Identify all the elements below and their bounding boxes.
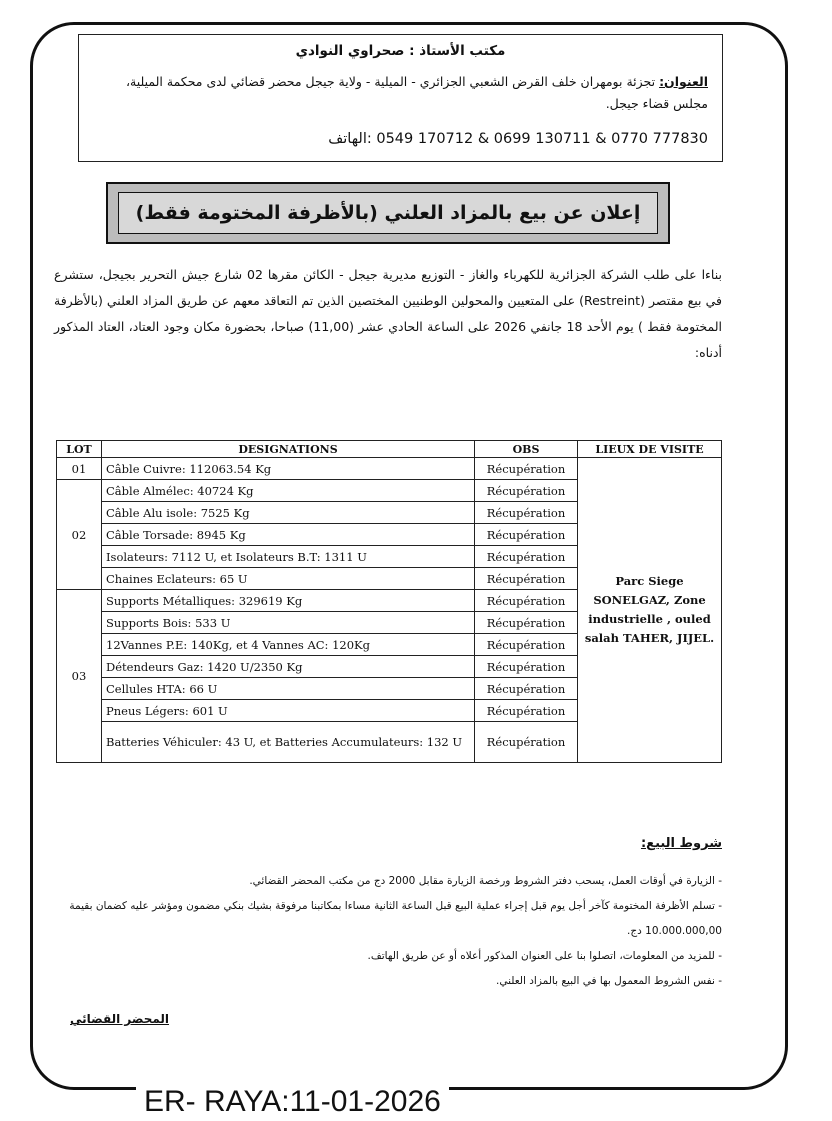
obs-cell: Récupération [475,634,578,656]
obs-cell: Récupération [475,722,578,763]
obs-cell: Récupération [475,656,578,678]
obs-cell: Récupération [475,458,578,480]
designation-cell: Pneus Légers: 601 U [102,700,475,722]
table-header-row [57,441,722,458]
office-name: مكتب الأستاذ : صحراوي النوادي [295,43,506,59]
bailiff-signature: المحضر القضائي [70,1012,170,1026]
obs-cell: Récupération [475,700,578,722]
publication-footer: ER- RAYA:11-01-2026 [136,1085,449,1119]
designation-cell: Supports Bois: 533 U [102,612,475,634]
office-phones [89,131,708,147]
header-designations: DESIGNATIONS [102,441,475,458]
lieu-cell: Parc Siege SONELGAZ, Zone industrielle , ouled salah TAHER, JIJEL. [578,458,722,763]
condition-item: - تسلم الأظرفة المختومة كآخر أجل يوم قبل إجراء عملية البيع قبل الساعة الثانية مساءا بمكاتبنا مرفوقة بشيك بنكي مضمون ومؤشر عليه كضمان بقيمة 10.000.000,00 دج. [69,900,722,937]
announcement-title: إعلان عن بيع بالمزاد العلني (بالأظرفة المختومة فقط) [118,192,658,234]
designation-cell: Chaines Eclateurs: 65 U [102,568,475,590]
office-address [89,71,708,115]
designation-cell: Câble Alu isole: 7525 Kg [102,502,475,524]
obs-cell: Récupération [475,546,578,568]
designation-cell: Cellules HTA: 66 U [102,678,475,700]
table-row [57,458,722,480]
obs-cell: Récupération [475,612,578,634]
lot-cell: 01 [57,458,102,480]
obs-cell: Récupération [475,524,578,546]
obs-cell: Récupération [475,568,578,590]
sale-conditions [60,836,722,994]
header-obs: OBS [475,441,578,458]
conditions-title: شروط البيع: [640,836,722,851]
office-header [78,34,723,162]
obs-cell: Récupération [475,678,578,700]
designation-cell: Isolateurs: 7112 U, et Isolateurs B.T: 1311 U [102,546,475,568]
obs-cell: Récupération [475,480,578,502]
designation-cell: Câble Cuivre: 112063.54 Kg [102,458,475,480]
obs-cell: Récupération [475,590,578,612]
designation-cell: Câble Torsade: 8945 Kg [102,524,475,546]
phone-label: الهاتف: [328,131,372,147]
designation-cell: Batteries Véhiculer: 43 U, et Batteries Accumulateurs: 132 U [102,722,475,763]
condition-item: - نفس الشروط المعمول بها في البيع بالمزاد العلني. [495,975,722,987]
lot-cell: 03 [57,590,102,763]
designation-cell: 12Vannes P.E: 140Kg, et 4 Vannes AC: 120Kg [102,634,475,656]
obs-cell: Récupération [475,502,578,524]
condition-item: - الزيارة في أوقات العمل، يسحب دفتر الشروط ورخصة الزيارة مقابل 2000 دج من مكتب المحضر القضائي. [249,875,722,887]
intro-paragraph: بناءا على طلب الشركة الجزائرية للكهرباء والغاز - التوزيع مديرية جيجل - الكائن مقرها 02 شارع جيش التحرير بجيجل، ستشرع في بيع مقتصر (Restreint) على المتعيين والمحولين الوطنيين المختصين الذين تم التعاقد معهم عن طريق المزاد العلني (بالأظرفة المختومة فقط ) يوم الأحد 18 جانفي 2026 على الساعة الحادي عشر (11,00) صباحا، بحضورة مكان وجود العتاد، العتاد المذكور أدناه: [54,267,723,360]
designation-cell: Supports Métalliques: 329619 Kg [102,590,475,612]
announcement-title-box [106,182,670,244]
header-lieux: LIEUX DE VISITE [578,441,722,458]
condition-item: - للمزيد من المعلومات، اتصلوا بنا على العنوان المذكور أعلاه أو عن طريق الهاتف. [367,950,722,962]
lot-cell: 02 [57,480,102,590]
designation-cell: Câble Almélec: 40724 Kg [102,480,475,502]
address-label: العنوان: [659,74,708,89]
designation-cell: Détendeurs Gaz: 1420 U/2350 Kg [102,656,475,678]
address-text: تجزئة بومهران خلف القرض الشعبي الجزائري - الميلية - ولاية جيجل محضر قضائي لدى محكمة الميلية، مجلس قضاء جيجل. [125,74,708,111]
phone-numbers: 0549 170712 & 0699 130711 & 0770 777830 [376,131,708,147]
header-lot: LOT [57,441,102,458]
lots-table [56,440,722,763]
